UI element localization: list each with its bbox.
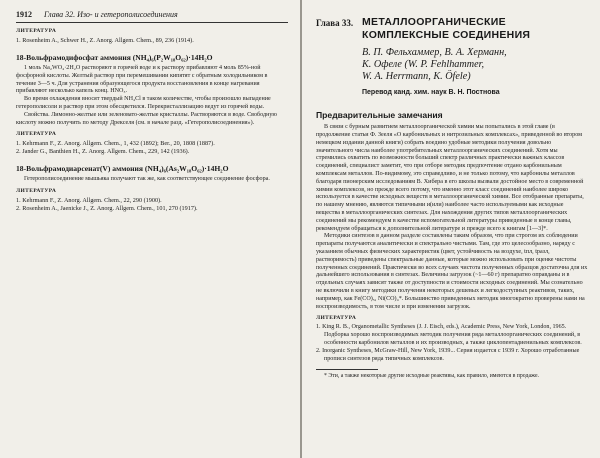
reference: 1. Kehrmann F., Z. Anorg. Allgem. Chem., 22, 290 (1900). [16, 196, 162, 204]
chapter-title-line: КОМПЛЕКСНЫЕ СОЕДИНЕНИЯ [362, 28, 531, 41]
left-running-head [16, 10, 288, 23]
literature-label: ЛИТЕРАТУРА [16, 131, 57, 138]
paragraph: Гетерополисоединение мышьяка получают так же, как соответствующее соединение фосфора. [24, 176, 270, 183]
chapter-authors [362, 47, 588, 83]
left-page-number: 1912 [16, 10, 32, 19]
reference: 2. Inorganic Syntheses, McGraw-Hill, New York, 1939... Серия издается с 1939 г. Хорошо отработанные прописи синтезов ряда типичных комплексов. [316, 347, 580, 362]
footnote: * Эти, а также некоторые другие исходные реактивы, как правило, имеются в продаже. [324, 373, 539, 380]
literature-label: ЛИТЕРАТУРА [16, 28, 57, 34]
paragraph: Методики синтезов в данном разделе составлены таким образом, что при строгом их соблюдении препараты получаются аналитически и спектрально чистыми. Там, где это целесообразно, наряду с указанием обычных физических характеристик (цвет, устойчивость на воздухе, tпл, tразл, растворимость) приведены спектральные данные, которые можно использовать при оценке чистоты полученных соединений. Практически во всех случаях чистота полученных образцов достаточна для их дальнейшего использования в синтезах. Величины загрузок (~1—60 г) препаратно оправданы и в отдельных случаях зависят также от доступности и стоимости исходных соединений. Мы сознательно не включили в книгу методики получения некоторых дешевых и легкодоступных реактивов, таких, например, как Fe(CO)₅, Ni(CO)₄*. Большинство приведенных методик многократно проверены нами на воспроизводимость, в том числе и при изменении загрузок. [316, 233, 588, 310]
translator-credit: Перевод канд. хим. наук В. Н. Постнова [362, 89, 500, 97]
compound-heading: 18-Вольфрамодиарсенат(V) аммония (NH₄)₆(As₂W₁₈O₆₂)·14H₂O [16, 164, 229, 174]
author-line: В. П. Фельхаммер, В. А. Херманн, [362, 47, 507, 59]
chapter-number: Глава 33. [316, 18, 354, 28]
reference: 1. Rosenheim A., Schwer H., Z. Anorg. Allgem. Chem., 89, 236 (1914). [16, 37, 194, 44]
reference: 1. King R. B., Organometallic Syntheses (J. J. Eisch, eds.), Academic Press, New York, London, 1965. Подборка хорошо воспроизводимых методик получения ряда металлоорганических соединений, в особенности карбонилов металлов и их производных, а также циклопентадиенильных комплексов. [316, 324, 582, 346]
chapter-title [362, 16, 530, 41]
section-heading: Предварительные замечания [316, 110, 443, 121]
author-line: К. Офеле (W. P. Fehlhammer, [362, 59, 484, 71]
paragraph: 1 моль Na₂WO₄·2H₂O растворяют в горячей воде и к раствору прибавляют 4 моль 85%-ной фосфорной кислоты. Желтый раствор при перемешивании кипятят с обратным холодильником в течение 3—5 ч. Для устранения образующегося продукта восстановления в конце нагревания прибавляют несколько капель конц. HNO₃. [16, 64, 268, 95]
reference: 2. Rosenheim A., Jaenicke J., Z. Anorg. Allgem. Chem., 101, 270 (1917). [16, 204, 198, 212]
literature-label: ЛИТЕРАТУРА [16, 187, 57, 194]
chapter-header [316, 16, 588, 41]
footnote-rule [316, 369, 378, 370]
paragraph: Во время охлаждения вносят твердый NH₄Cl в таком количестве, чтобы произошло выпадение гетерополисоли и раствор при этом обесцветился. Перекристаллизацию ведут из горячей воды. [16, 96, 271, 110]
paragraph: В связи с бурным развитием металлоорганической химии мы попытались в этой главе (в продолжение статьи Ф. Зееля «О карбонильных и нитрозильных комплексах», приведенной во втором немецком издании данной книги) собрать воедино удобные методики получения довольно значительного числа наиболее употребительных металлоорганических соединений. Хотя мы стремились охватить по возможности больший спектр различных практически важных классов соединений, специалист заметит, что при отборе методик предпочтение отдано карбонильным комплексам металлов. По-видимому, это справедливо, и не только потому, что карбонилы металлов благодаря пионерским исследованиям В. Хибера в его школы вызвали достойное место в современной химии комплексов, но прежде всего потому, что именно этот класс соединений наиболее широко используется в качестве исходных веществ в металлоорганической химии. Все отобранные препараты, по нашему мнению, являются типичными и(или) наиболее часто используемыми как исходные вещества в металлоорганических синтезах. Для нахождения других типов металлоорганических соединений мы рекомендуем в качестве вспомогательной литературы приведенные в конце главы, рекомендуем обращаться к дополнительной литературе и прежде всего к книгам [1—3]*. [316, 124, 584, 232]
compound-heading: 18-Вольфрамодифосфат аммония (NH₄)₆(P₂W₁₈O₆₂)·14H₂O [16, 52, 213, 62]
right-page [302, 0, 600, 458]
literature-label: ЛИТЕРАТУРА [316, 315, 357, 322]
reference: 2. Jander G., Banthien H., Z. Anorg. Allgem. Chem., 229, 142 (1936). [16, 148, 190, 156]
reference: 1. Kehrmann F., Z. Anorg. Allgem. Chem., 1, 432 (1892); Ber., 20, 1808 (1887). [16, 140, 215, 148]
paragraph: Свойства. Лимонно-желтые или зеленовато-желтые кристаллы. Растворяются в воде. Свободную кислоту можно получить по методу Дрекселя (см. в начале разд. «Гетерополисоединения»). [16, 111, 277, 126]
author-line: W. A. Herrmann, K. Öfele) [362, 71, 471, 83]
chapter-title-line: МЕТАЛЛООРГАНИЧЕСКИЕ [362, 16, 506, 28]
left-running-title: Глава 32. Изо- и гетерополисоединения [44, 10, 178, 19]
